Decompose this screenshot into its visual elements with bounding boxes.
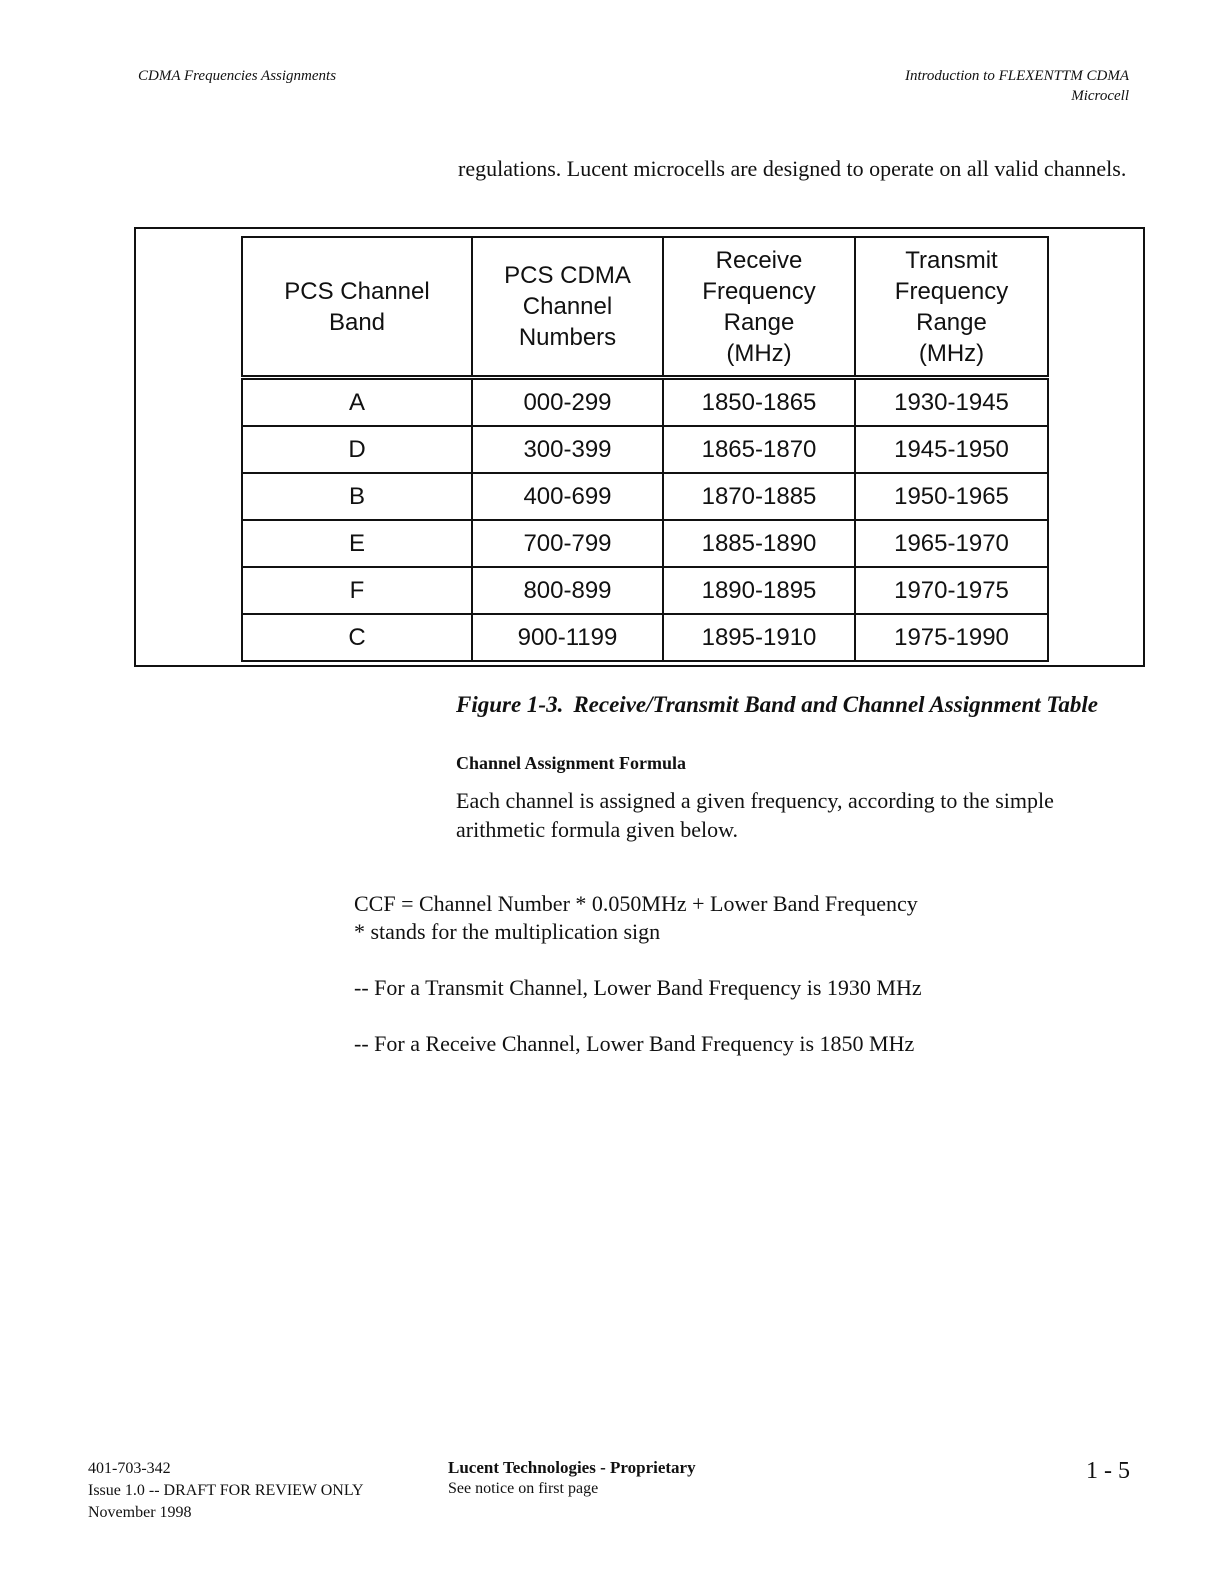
cell-receive-range: 1895-1910: [663, 614, 855, 661]
footer-doc-number: 401-703-342: [88, 1460, 171, 1477]
footer-notice: See notice on first page: [448, 1480, 599, 1497]
footer-issue: Issue 1.0 -- DRAFT FOR REVIEW ONLY: [88, 1482, 364, 1499]
header-line: (MHz): [726, 339, 792, 367]
table-header-row: [242, 237, 1048, 378]
cell-channel-numbers: 900-1199: [472, 614, 663, 661]
table-row: [242, 614, 1048, 661]
receive-lower-band-note: -- For a Receive Channel, Lower Band Frequency is 1850 MHz: [354, 1031, 915, 1056]
figure-number: Figure 1-3.: [456, 692, 564, 717]
section-body: Each channel is assigned a given frequency, according to the simple arithmetic formula given below.: [456, 788, 1054, 842]
table-row: [242, 426, 1048, 473]
table-row: [242, 520, 1048, 567]
cell-transmit-range: 1965-1970: [855, 520, 1048, 567]
cell-channel-numbers: 000-299: [472, 378, 663, 427]
header-line: Numbers: [518, 324, 617, 351]
cell-channel-numbers: 700-799: [472, 520, 663, 567]
header-line: (MHz): [918, 339, 985, 367]
cell-transmit-range: 1970-1975: [855, 567, 1048, 614]
formula-line: CCF = Channel Number * 0.050MHz + Lower Band Frequency: [354, 891, 918, 916]
cell-channel-numbers: 800-899: [472, 567, 663, 614]
cell-channel-numbers: 400-699: [472, 473, 663, 520]
cell-transmit-range: 1930-1945: [855, 378, 1048, 427]
cell-band: D: [242, 426, 472, 473]
cell-band: C: [242, 614, 472, 661]
header-line: Range: [916, 308, 987, 336]
table-row: [242, 378, 1048, 427]
running-header-left: CDMA Frequencies Assignments: [138, 68, 337, 84]
page-number: 1 - 5: [1086, 1458, 1130, 1484]
figure-title: Receive/Transmit Band and Channel Assignment Table: [573, 692, 1098, 717]
cell-band: B: [242, 473, 472, 520]
cell-receive-range: 1890-1895: [663, 567, 855, 614]
cell-band: A: [242, 378, 472, 427]
cell-channel-numbers: 300-399: [472, 426, 663, 473]
cell-receive-range: 1865-1870: [663, 426, 855, 473]
header-transmit-frequency-range: [855, 237, 1048, 378]
running-header-right: [905, 66, 1129, 106]
figure-caption: [456, 690, 1098, 720]
channel-assignment-table: [241, 236, 1049, 662]
header-line: Range: [723, 308, 795, 336]
running-header-right-line2: Microcell: [1071, 88, 1129, 104]
header-line: Frequency: [702, 277, 816, 305]
cell-receive-range: 1885-1890: [663, 520, 855, 567]
header-line: PCS Channel: [284, 277, 430, 305]
header-line: PCS CDMA: [504, 262, 631, 289]
cell-band: E: [242, 520, 472, 567]
running-header-right-line1: Introduction to FLEXENTTM CDMA: [904, 68, 1129, 84]
header-line: Band: [328, 308, 386, 336]
table-row: [242, 567, 1048, 614]
formula-note: * stands for the multiplication sign: [354, 919, 661, 944]
header-line: Receive: [715, 246, 803, 274]
table-row: [242, 473, 1048, 520]
footer-date: November 1998: [88, 1504, 192, 1521]
header-pcs-channel-band: [242, 237, 472, 378]
header-line: Channel: [522, 293, 613, 320]
cell-transmit-range: 1975-1990: [855, 614, 1048, 661]
header-receive-frequency-range: [663, 237, 855, 378]
transmit-lower-band-note: -- For a Transmit Channel, Lower Band Frequency is 1930 MHz: [354, 975, 922, 1000]
intro-paragraph: regulations. Lucent microcells are designed to operate on all valid channels.: [458, 156, 1127, 181]
footer-company: Lucent Technologies - Proprietary: [448, 1458, 696, 1477]
header-line: Frequency: [894, 277, 1009, 305]
header-pcs-cdma-channel-numbers: [472, 237, 663, 378]
cell-transmit-range: 1945-1950: [855, 426, 1048, 473]
cell-receive-range: 1850-1865: [663, 378, 855, 427]
header-line: Transmit: [905, 246, 998, 274]
cell-band: F: [242, 567, 472, 614]
cell-receive-range: 1870-1885: [663, 473, 855, 520]
section-heading: Channel Assignment Formula: [456, 753, 687, 773]
cell-transmit-range: 1950-1965: [855, 473, 1048, 520]
